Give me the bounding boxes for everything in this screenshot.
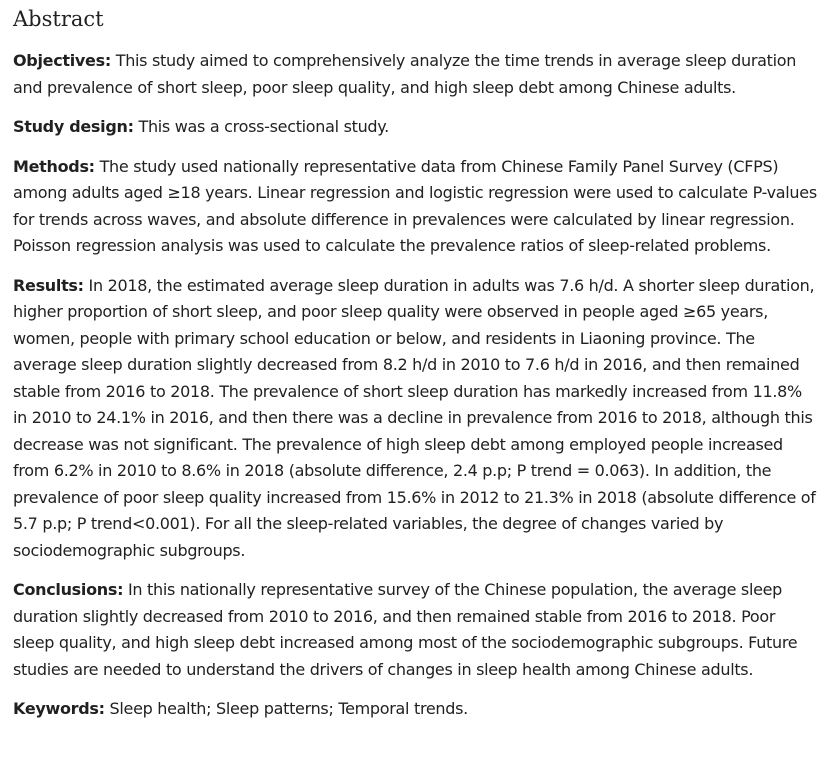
section-study-design xyxy=(13,114,817,141)
section-methods xyxy=(13,154,817,260)
section-text: In this nationally representative survey of the Chinese population, the average sleep duration slightly decreased from 2010 to 2016, and then remained stable from 2016 to 2018. Poor sleep quality, and high sleep debt increased among most of the sociodemographic subgroups. Future studies are needed to understand the drivers of changes in sleep health among Chinese adults. xyxy=(13,580,798,679)
section-label: Study design: xyxy=(13,117,134,136)
section-keywords xyxy=(13,696,817,723)
section-label: Conclusions: xyxy=(13,580,124,599)
section-label: Methods: xyxy=(13,156,95,176)
abstract-heading: Abstract xyxy=(13,7,104,31)
section-text: This was a cross-sectional study. xyxy=(138,117,389,136)
section-label: Objectives: xyxy=(13,51,111,70)
section-text: This study aimed to comprehensively analyze the time trends in average sleep duration and prevalence of short sleep, poor sleep quality, and high sleep debt among Chinese adults. xyxy=(13,51,797,97)
section-conclusions xyxy=(13,577,817,683)
section-label: Results: xyxy=(13,275,84,295)
section-results xyxy=(13,273,817,565)
section-text: Sleep health; Sleep patterns; Temporal trends. xyxy=(109,699,468,718)
section-text: The study used nationally representative data from Chinese Family Panel Survey (CFPS) among adults aged ≥18 years. Linear regression and logistic regression were used to calculate P-values for trends across waves, and absolute difference in prevalences were calculated by linear regression. Poisson regression analysis was used to calculate the prevalence ratios of sleep-related problems. xyxy=(13,156,817,255)
section-label: Keywords: xyxy=(13,699,105,718)
section-objectives xyxy=(13,48,817,101)
section-text: In 2018, the estimated average sleep duration in adults was 7.6 h/d. A shorter sleep duration, higher proportion of short sleep, and poor sleep quality were observed in people aged ≥65 years, women, people with primary school education or below, and residents in Liaoning province. The average sleep duration slightly decreased from 8.2 h/d in 2010 to 7.6 h/d in 2016, and then remained stable from 2016 to 2018. The prevalence of short sleep duration has markedly increased from 11.8% in 2010 to 24.1% in 2016, and then there was a decline in prevalence from 2016 to 2018, although this decrease was not significant. The prevalence of high sleep debt among employed people increased from 6.2% in 2010 to 8.6% in 2018 (absolute difference, 2.4 p.p; P trend = 0.063). In addition, the prevalence of poor sleep quality increased from 15.6% in 2012 to 21.3% in 2018 (absolute difference of 5.7 p.p; P trend<0.001). For all the sleep-related variables, the degree of changes varied by sociodemographic subgroups. xyxy=(13,275,816,560)
